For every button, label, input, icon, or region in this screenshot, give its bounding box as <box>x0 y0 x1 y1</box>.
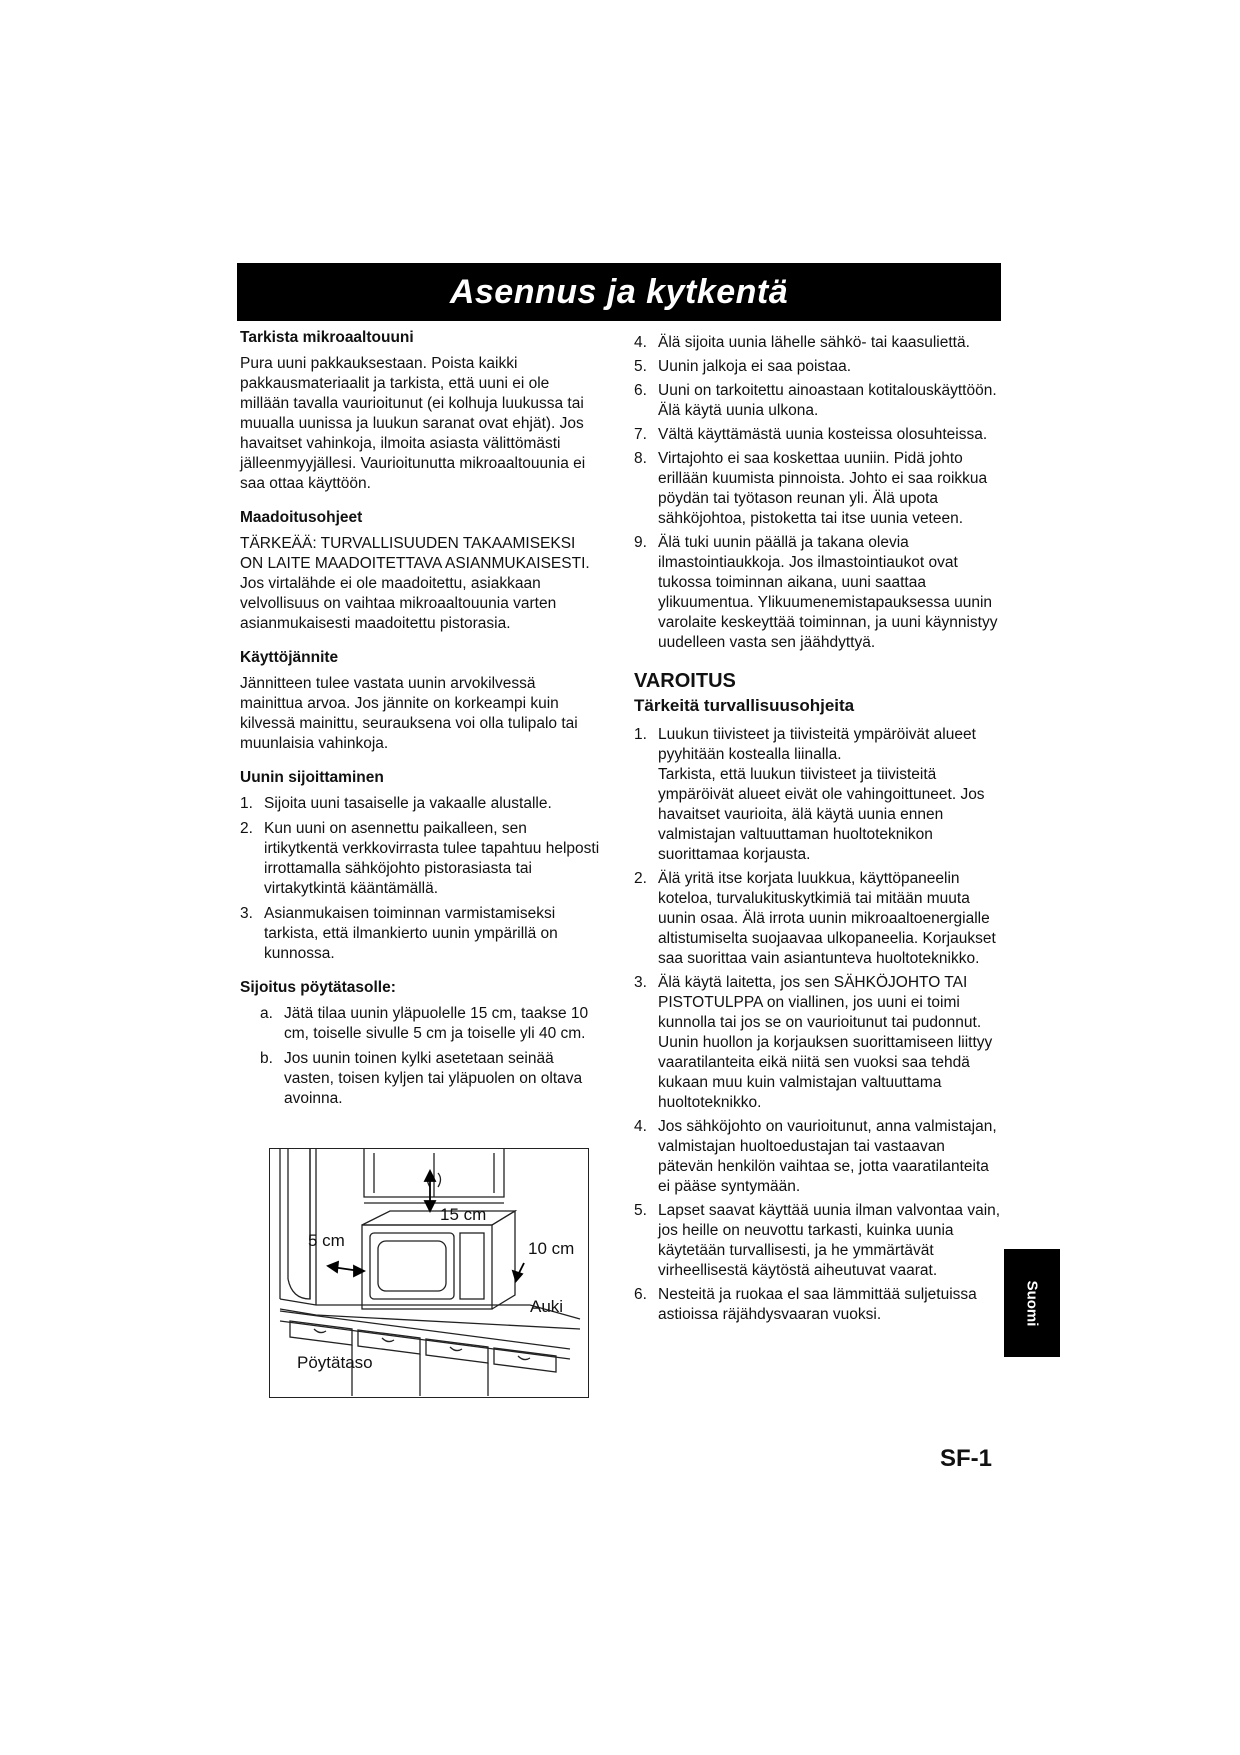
list-number: 5. <box>634 358 647 375</box>
list-item <box>634 973 1004 1113</box>
heading-check: Tarkista mikroaaltouuni <box>240 329 414 346</box>
section-placement <box>240 768 602 964</box>
list-item <box>634 425 1004 445</box>
page-title: Asennus ja kytkentä <box>237 263 1001 321</box>
section-check <box>240 328 602 494</box>
list-item <box>260 1049 602 1109</box>
list-text: Uuni on tarkoitettu ainoastaan kotitalouskäyttöön. Älä käytä uunia ulkona. <box>658 382 997 419</box>
section-countertop <box>240 978 602 1109</box>
list-number: 9. <box>634 534 647 551</box>
section-grounding <box>240 508 602 634</box>
list-number: 5. <box>634 1202 647 1219</box>
language-tab-label: Suomi <box>1023 1280 1041 1326</box>
list-text: Älä käytä laitetta, jos sen SÄHKÖJOHTO TAI PISTOTULPPA on viallinen, jos uuni ei toimi kunnolla tai jos se on vaurioitunut tai pudonnut. Uunin huollon ja korjauksen suorittamiseen liittyy vaaratilanteita eikä niitä sen vuoksi saa tehdä kukaan muu kuin valmistajan valtuuttama huoltoteknikko. <box>658 974 993 1111</box>
list-number: 3. <box>634 974 647 991</box>
warning-list <box>634 725 1004 1325</box>
placement-list <box>240 794 602 964</box>
list-item <box>634 357 1004 377</box>
list-item <box>634 1201 1004 1281</box>
heading-countertop: Sijoitus pöytätasolle: <box>240 979 396 996</box>
list-text: Nesteitä ja ruokaa el saa lämmittää suljetuissa astioissa räjähdysvaaran vuoksi. <box>658 1286 977 1323</box>
placement-list-continued <box>634 333 1004 653</box>
text-grounding: Jos virtalähde ei ole maadoitettu, asiakkaan velvollisuus on vaihtaa mikroaaltouunia varten asianmukaisesti maadoitettu pistorasia. <box>240 575 557 632</box>
list-number: 8. <box>634 450 647 467</box>
text-grounding-important: TÄRKEÄÄ: TURVALLISUUDEN TAKAAMISEKSI ON LAITE MAADOITETTAVA ASIANMUKAISESTI. <box>240 535 590 572</box>
list-number: 2. <box>240 820 253 837</box>
label-open: Auki <box>530 1297 564 1316</box>
language-tab <box>1004 1249 1060 1357</box>
list-item <box>240 904 602 964</box>
label-back-clearance: 10 cm <box>528 1239 575 1258</box>
list-text: Älä yritä itse korjata luukkua, käyttöpaneelin koteloa, turvalukituskytkimiä tai mitään muuta uunin osaa. Älä irrota uunin mikroaaltoenergialle altistumiselta suojaavaa ulkopaneelia. Korjaukset saa suorittaa vain asiantunteva huoltoteknikko. <box>658 870 996 967</box>
left-column <box>240 328 602 1123</box>
list-item <box>634 449 1004 529</box>
list-text: Jos uunin toinen kylki asetetaan seinää vasten, toisen kyljen tai yläpuolen on oltava avoinna. <box>284 1050 583 1107</box>
label-side-clearance: 5 cm <box>308 1231 345 1250</box>
installation-figure <box>269 1148 589 1398</box>
list-item <box>634 725 1004 865</box>
list-text: Älä sijoita uunia lähelle sähkö- tai kaasuliettä. <box>658 334 970 351</box>
list-item <box>634 1117 1004 1197</box>
right-column <box>634 333 1004 1329</box>
heading-grounding: Maadoitusohjeet <box>240 509 363 526</box>
label-top-clearance: 15 cm <box>440 1205 487 1224</box>
list-text: Kun uuni on asennettu paikalleen, sen irtikytkentä verkkovirrasta tulee tapahtuu helposti irrottamalla sähköjohto pistorasiasta tai virtakytkintä kääntämällä. <box>264 820 600 897</box>
text-check: Pura uuni pakkauksestaan. Poista kaikki pakkausmateriaalit ja tarkista, että uuni ei ole millään tavalla vaurioitunut (ei kolhuja luukussa tai muualla uunissa ja luukun saranat ovat ehjät). Jos havaitset vahinkoja, ilmoita asiasta välittömästi jälleenmyyjällesi. Vaurioitunutta mikroaaltouunia ei saa ottaa käyttöön. <box>240 355 586 492</box>
list-text: Virtajohto ei saa koskettaa uuniin. Pidä johto erillään kuumista pinnoista. Johto ei saa roikkua pöydän tai työtason reunan yli. Älä upota sähköjohtoa, pistoketta tai itse uunia veteen. <box>658 450 988 527</box>
list-item <box>634 381 1004 421</box>
list-item <box>260 1004 602 1044</box>
list-number: 7. <box>634 426 647 443</box>
heading-placement: Uunin sijoittaminen <box>240 769 384 786</box>
list-text: Jos sähköjohto on vaurioitunut, anna valmistajan, valmistajan huoltoedustajan tai vastaavan pätevän henkilön vaihtaa se, jotta vaaratilanteita ei pääse syntymään. <box>658 1118 997 1195</box>
list-number: 4. <box>634 334 647 351</box>
list-text <box>658 725 1004 865</box>
warning-subtitle: Tärkeitä turvallisuusohjeita <box>634 696 855 715</box>
list-number: 1. <box>240 795 253 812</box>
heading-voltage: Käyttöjännite <box>240 649 339 666</box>
list-text: Uunin jalkoja ei saa poistaa. <box>658 358 852 375</box>
list-text: Älä tuki uunin päällä ja takana olevia ilmastointiaukkoja. Jos ilmastointiaukot ovat tukossa toiminnan aikana, uuni saattaa ylikuumentua. Ylikuumenemistapauksessa uunin varolaite keskeyttää toiminnan, ja uuni käynnistyy uudelleen vasta sen jäähdyttyä. <box>658 534 998 651</box>
warning-title: VAROITUS <box>634 670 736 692</box>
list-number: 6. <box>634 1286 647 1303</box>
list-text: Sijoita uuni tasaiselle ja vakaalle alustalle. <box>264 795 552 812</box>
list-text: Vältä käyttämästä uunia kosteissa olosuhteissa. <box>658 426 988 443</box>
list-item <box>240 794 602 814</box>
page-number: SF-1 <box>940 1445 993 1472</box>
list-number: 2. <box>634 870 647 887</box>
label-countertop: Pöytätaso <box>297 1353 373 1372</box>
list-text: Asianmukaisen toiminnan varmistamiseksi tarkista, että ilmankierto uunin ympärillä on kunnossa. <box>264 905 558 962</box>
list-letter: a. <box>260 1005 273 1022</box>
list-item <box>634 533 1004 653</box>
list-number: 1. <box>634 726 647 743</box>
list-number: 6. <box>634 382 647 399</box>
list-item <box>634 869 1004 969</box>
list-item <box>240 819 602 899</box>
warning-text: Luukun tiivisteet ja tiivisteitä ympäröivät alueet pyyhitään kostealla liinalla. <box>658 726 976 763</box>
list-letter: b. <box>260 1050 273 1067</box>
text-voltage: Jännitteen tulee vastata uunin arvokilvessä mainittua arvoa. Jos jännite on korkeampi kuin kilvessä mainittu, seurauksena voi olla tulipalo tai muunlaisia vahinkoja. <box>240 675 578 752</box>
list-text: Lapset saavat käyttää uunia ilman valvontaa vain, jos heille on neuvottu tarkasti, kuinka uunia käytetään turvallisesti, ja he ymmärtävät virheellisestä käytöstä aiheutuvat vaarat. <box>658 1202 1001 1279</box>
list-item <box>634 333 1004 353</box>
list-item <box>634 1285 1004 1325</box>
list-number: 3. <box>240 905 253 922</box>
section-voltage <box>240 648 602 754</box>
list-number: 4. <box>634 1118 647 1135</box>
list-text: Jätä tilaa uunin yläpuolelle 15 cm, taakse 10 cm, toiselle sivulle 5 cm ja toiselle yli 40 cm. <box>284 1005 589 1042</box>
countertop-list <box>240 1004 602 1109</box>
warning-text-continued: Tarkista, että luukun tiivisteet ja tiivisteitä ympäröivät alueet eivät ole vahingoittuneet. Jos havaitset vaurioita, älä käytä uunia ennen valmistajan valtuuttaman huoltoteknikon suorittamaa korjausta. <box>658 766 985 863</box>
